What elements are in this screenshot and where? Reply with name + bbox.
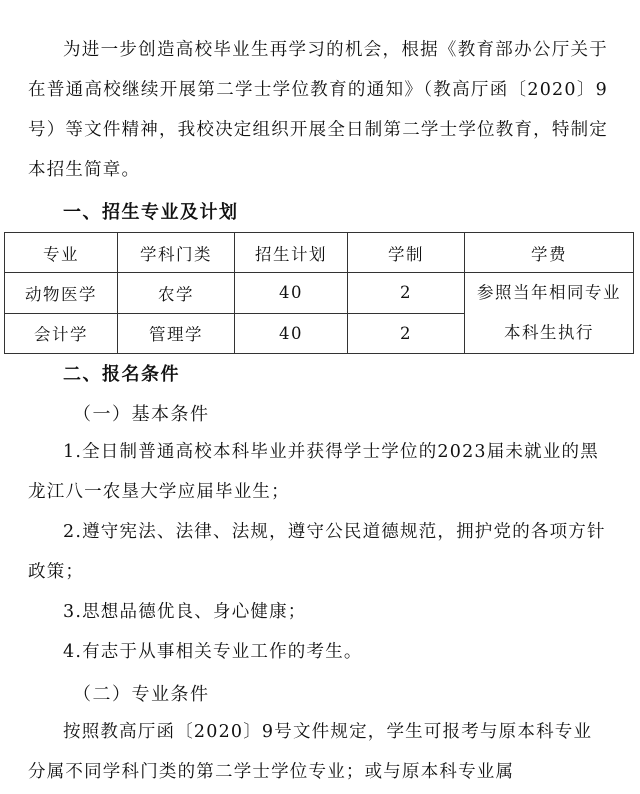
cell-category: 农学 [118,273,235,314]
intro-paragraph: 为进一步创造高校毕业生再学习的机会，根据《教育部办公厅关于在普通高校继续开展第二学士学位教育的通知》（教高厅函〔2020〕9号）等文件精神，我校决定组织开展全日制第二学士学位教育，特制定本招生简章。 [28,40,608,180]
cell-years: 2 [348,273,465,314]
cell-major: 会计学 [5,313,118,354]
cell-category: 管理学 [118,313,235,354]
section-1-heading: 一、招生专业及计划 [63,202,239,223]
header-plan: 招生计划 [235,233,348,273]
header-fee: 学费 [465,233,634,273]
header-years: 学制 [348,233,465,273]
fee-line-1: 参照当年相同专业 [477,283,621,302]
header-major: 专业 [5,233,118,273]
condition-item-4: 4.有志于从事相关专业工作的考生。 [63,642,363,662]
cell-fee [465,273,634,354]
fee-line-2: 本科生执行 [504,323,594,342]
cell-plan: 40 [235,273,348,314]
cell-years: 2 [348,313,465,354]
major-conditions-heading: （二）专业条件 [73,684,210,705]
major-conditions-text: 按照教高厅函〔2020〕9号文件规定，学生可报考与原本科专业分属不同学科门类的第二学士学位专业；或与原本科专业属 [28,722,593,782]
header-category: 学科门类 [118,233,235,273]
condition-item-1: 1.全日制普通高校本科毕业并获得学士学位的2023届未就业的黑龙江八一农垦大学应届毕业生； [28,442,599,502]
basic-conditions-heading: （一）基本条件 [73,404,210,425]
section-2-heading: 二、报名条件 [63,364,180,385]
table-row [5,273,634,314]
table-header-row [5,233,634,273]
condition-item-2: 2.遵守宪法、法律、法规，遵守公民道德规范，拥护党的各项方针政策； [28,522,606,582]
enrollment-plan-table [4,232,634,354]
condition-item-3: 3.思想品德优良、身心健康； [63,602,307,622]
cell-plan: 40 [235,313,348,354]
cell-major: 动物医学 [5,273,118,314]
